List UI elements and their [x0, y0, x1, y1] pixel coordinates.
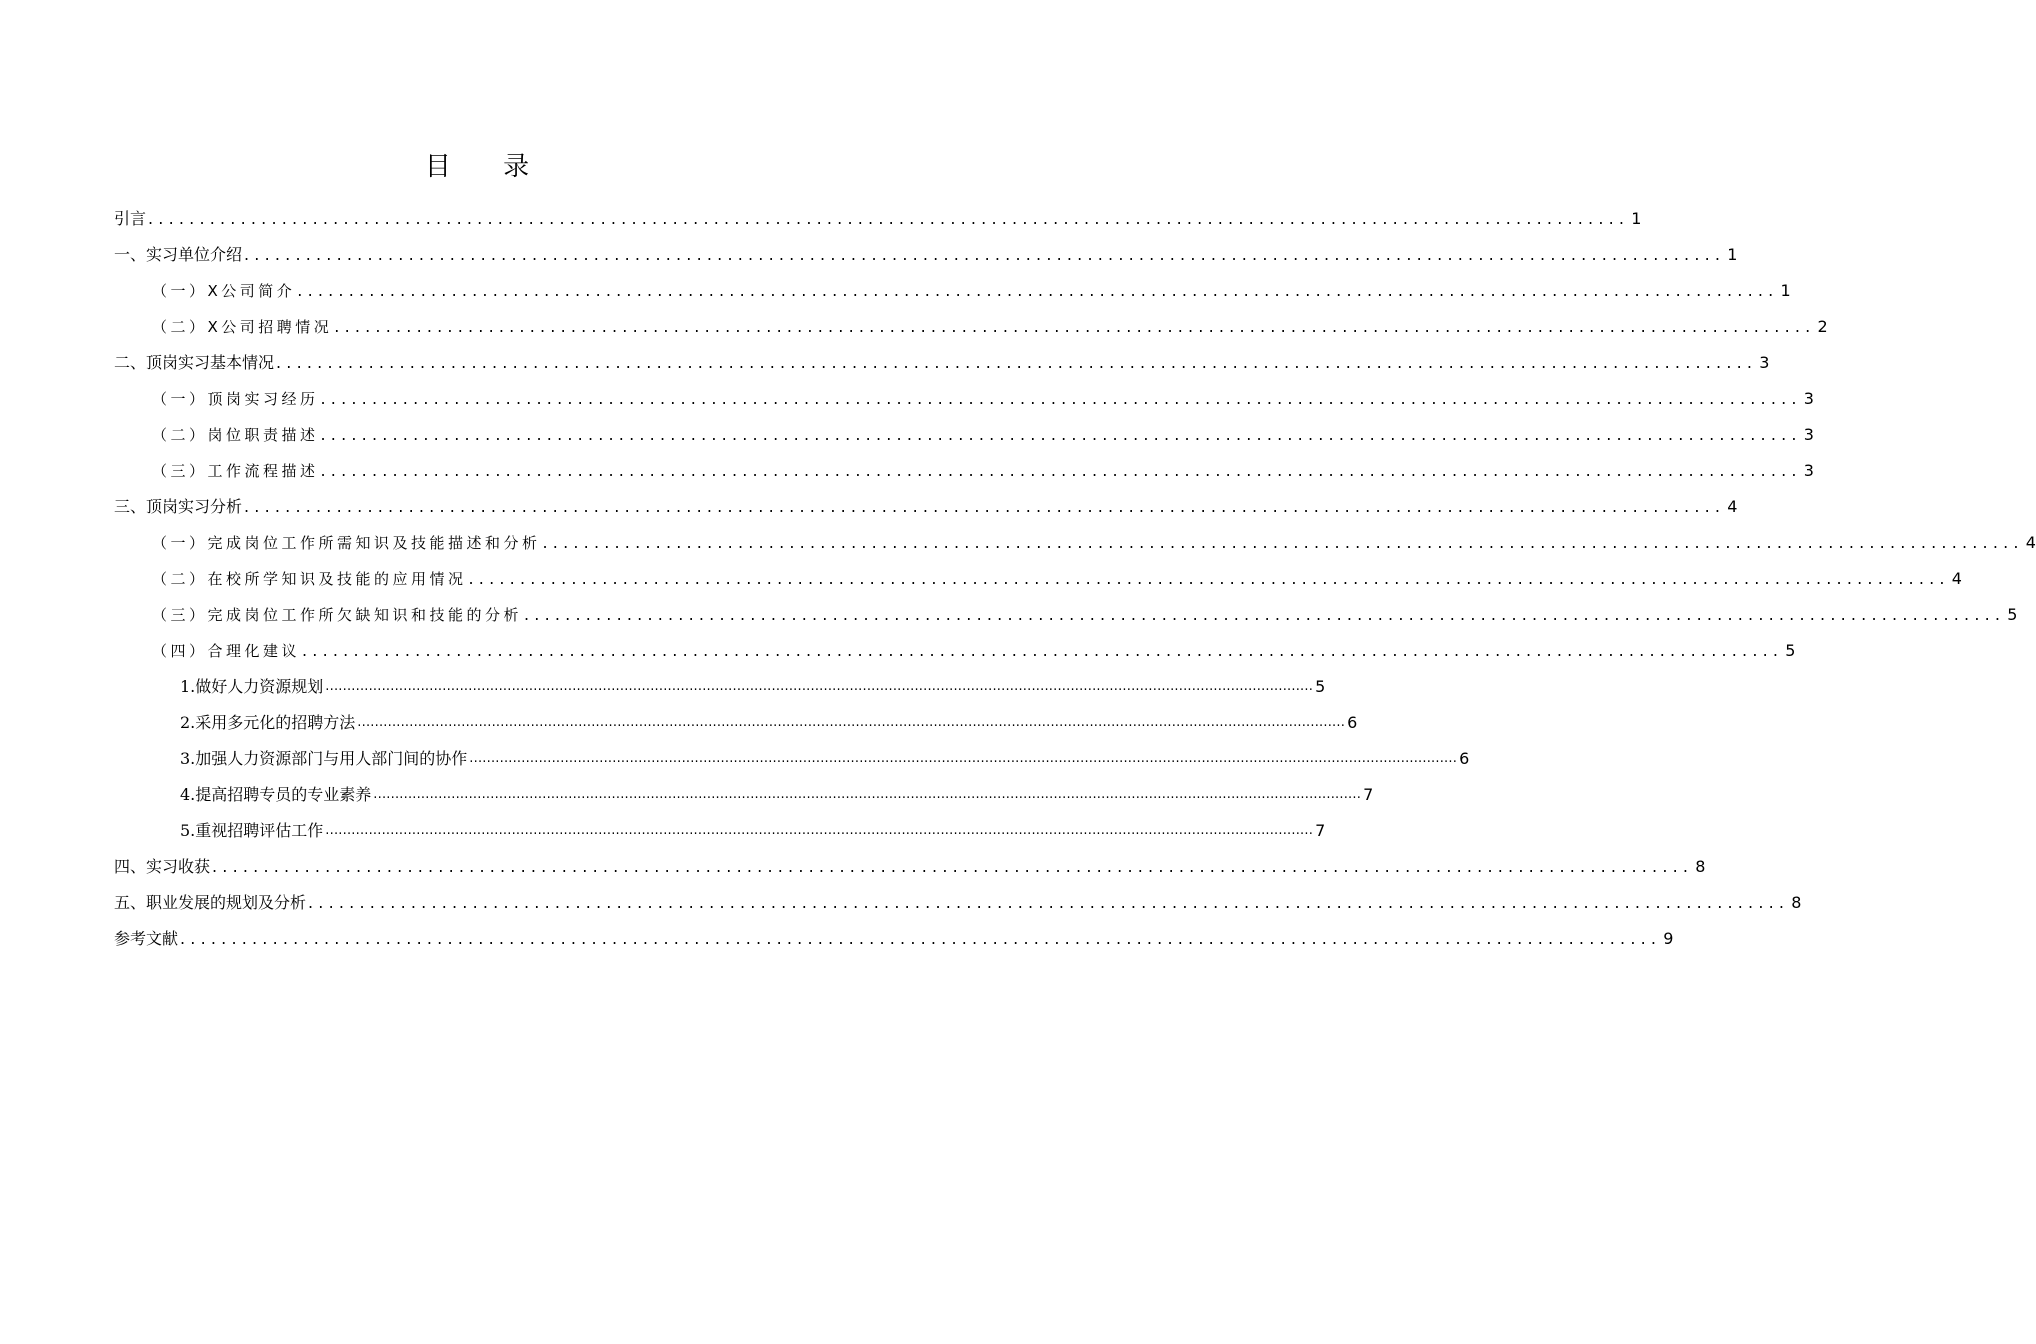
toc-entry-page: 3 [1803, 461, 1814, 480]
toc-entry-page: 3 [1759, 353, 1770, 372]
toc-entry[interactable] [180, 807, 1326, 841]
toc-entry[interactable] [152, 519, 2036, 553]
dot-leader: ................................................................................................................................................ [320, 461, 1802, 480]
toc-entry-page: 7 [1363, 785, 1374, 804]
toc-entry-page: 6 [1459, 749, 1470, 768]
toc-entry-label: 引言 [114, 209, 147, 228]
toc-entry[interactable] [180, 771, 1374, 805]
dot-leader: ................................................................................................................................................ [320, 389, 1802, 408]
toc-entry-page: 6 [1347, 713, 1358, 732]
dot-leader: ................................................................................................................................................ [542, 533, 2024, 552]
toc-entry-page: 1 [1727, 245, 1738, 264]
toc-entry-page: 1 [1631, 209, 1642, 228]
toc-entry-page: 3 [1803, 389, 1814, 408]
toc-entry-label: （二）在校所学知识及技能的应用情况 [152, 570, 467, 588]
dot-leader: ................................................................................................................................................ [468, 569, 1950, 588]
dot-leader: ................................................................................................................................................ [276, 353, 1758, 372]
toc-entry-page: 5 [1315, 677, 1326, 696]
dot-leader: ................................................................................................................................................ [308, 893, 1790, 912]
toc-entry-label: （一）顶岗实习经历 [152, 390, 319, 408]
toc-entry-label: 3.加强人力资源部门与用人部门间的协作 [180, 749, 468, 768]
toc-entry[interactable] [152, 447, 1814, 481]
toc-entry-page: 1 [1780, 281, 1791, 300]
toc-entry-page: 8 [1695, 857, 1706, 876]
toc-entry-label: 一、实习单位介绍 [114, 245, 243, 264]
toc-entry-label: （一）X公司简介 [152, 282, 296, 300]
dot-leader: ................................................................................................................................................ [244, 497, 1726, 516]
toc-entry[interactable] [114, 879, 1802, 913]
toc-entry-page: 5 [1785, 641, 1796, 660]
dot-leader: ................................................................................................................................................ [334, 317, 1816, 336]
toc-entry-label: 5.重视招聘评估工作 [180, 821, 324, 840]
toc-entry-page: 2 [1817, 317, 1828, 336]
toc-entry[interactable] [180, 699, 1358, 733]
toc-entry[interactable] [152, 375, 1814, 409]
dot-leader: ................................................................................................................................................ [524, 605, 2006, 624]
dot-leader: .................................................................................................................................................................................................................................... [469, 751, 1458, 766]
toc-entry[interactable] [152, 627, 1796, 661]
toc-entry[interactable] [152, 411, 1814, 445]
toc-entry[interactable] [114, 195, 1642, 229]
dot-leader: ................................................................................................................................................ [180, 929, 1662, 948]
toc-entry[interactable] [180, 735, 1470, 769]
dot-leader: .................................................................................................................................................................................................................................... [357, 715, 1346, 730]
dot-leader: .................................................................................................................................................................................................................................... [325, 823, 1314, 838]
toc-entry-label: （一）完成岗位工作所需知识及技能描述和分析 [152, 534, 541, 552]
dot-leader: .................................................................................................................................................................................................................................... [325, 679, 1314, 694]
toc-entry-label: 三、顶岗实习分析 [114, 497, 243, 516]
dot-leader: ................................................................................................................................................ [148, 209, 1630, 228]
toc-entry-label: （二）岗位职责描述 [152, 426, 319, 444]
toc-entry[interactable] [152, 267, 1791, 301]
toc-entry-page: 8 [1791, 893, 1802, 912]
toc-entry-page: 4 [1951, 569, 1962, 588]
toc-entry-label: 五、职业发展的规划及分析 [114, 893, 307, 912]
toc-entry-label: （四）合理化建议 [152, 642, 301, 660]
dot-leader: ................................................................................................................................................ [297, 281, 1779, 300]
toc-entry-label: 四、实习收获 [114, 857, 211, 876]
dot-leader: ................................................................................................................................................ [244, 245, 1726, 264]
dot-leader: ................................................................................................................................................ [302, 641, 1784, 660]
dot-leader: ................................................................................................................................................ [320, 425, 1802, 444]
toc-title: 目 录 [424, 152, 552, 182]
dot-leader: .................................................................................................................................................................................................................................... [373, 787, 1362, 802]
dot-leader: ................................................................................................................................................ [212, 857, 1694, 876]
toc-entry[interactable] [114, 915, 1674, 949]
toc-entry-label: （三）工作流程描述 [152, 462, 319, 480]
toc-entry-label: （二）X公司招聘情况 [152, 318, 333, 336]
toc-entry-label: 1.做好人力资源规划 [180, 677, 324, 696]
toc-entry-label: 参考文献 [114, 929, 179, 948]
toc-entry[interactable] [114, 843, 1706, 877]
toc-entry-page: 7 [1315, 821, 1326, 840]
toc-entry-page: 4 [1727, 497, 1738, 516]
toc-entry[interactable] [152, 303, 1828, 337]
toc-entry-label: （三）完成岗位工作所欠缺知识和技能的分析 [152, 606, 523, 624]
toc-entry[interactable] [152, 591, 2018, 625]
toc-entry[interactable] [114, 339, 1770, 373]
toc-entry-label: 二、顶岗实习基本情况 [114, 353, 275, 372]
toc-entry-page: 4 [2025, 533, 2036, 552]
toc-entry-page: 3 [1803, 425, 1814, 444]
toc-entry-page: 5 [2007, 605, 2018, 624]
toc-entry[interactable] [114, 483, 1738, 517]
toc-entry-label: 2.采用多元化的招聘方法 [180, 713, 356, 732]
toc-entry[interactable] [152, 555, 1962, 589]
toc-entry-page: 9 [1663, 929, 1674, 948]
toc-entry[interactable] [114, 231, 1738, 265]
toc-entry-label: 4.提高招聘专员的专业素养 [180, 785, 372, 804]
toc-entry[interactable] [180, 663, 1326, 697]
